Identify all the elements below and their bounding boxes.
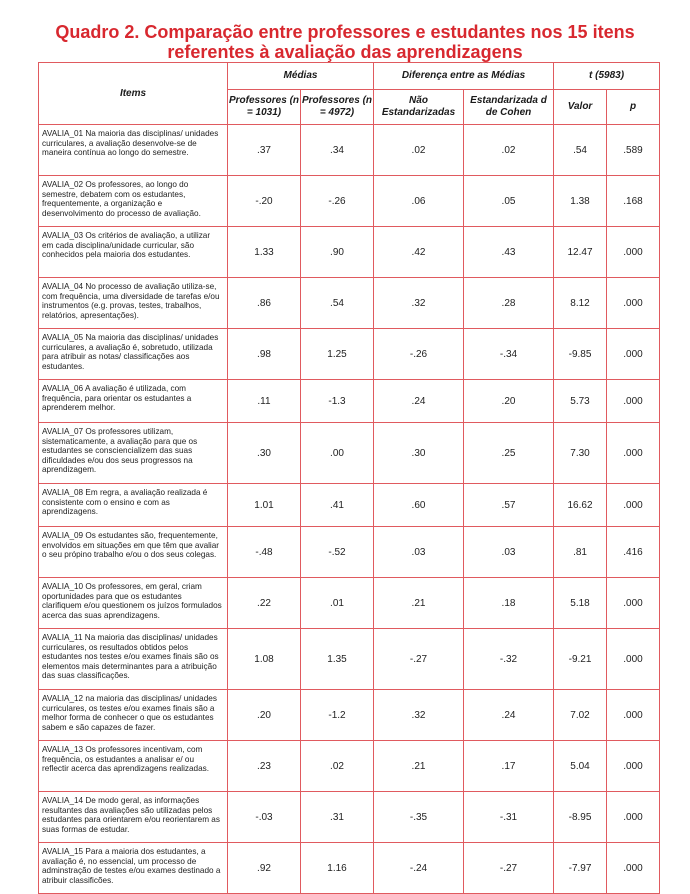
media-professores-1: 1.08 xyxy=(228,629,301,690)
header-valor: Valor xyxy=(554,90,607,125)
table-row xyxy=(39,578,660,629)
t-p: .000 xyxy=(607,484,660,527)
diff-nao-estandarizada: -.27 xyxy=(374,629,464,690)
item-text: AVALIA_01 Na maioria das disciplinas/ unidades curriculares, a avaliação desenvolve-se de maneira contínua ao longo do semestre. xyxy=(39,125,228,176)
t-p: .416 xyxy=(607,527,660,578)
t-p: .000 xyxy=(607,843,660,894)
table-row xyxy=(39,329,660,380)
header-professores-2: Professores (n = 4972) xyxy=(301,90,374,125)
table-row xyxy=(39,125,660,176)
media-professores-2: -.52 xyxy=(301,527,374,578)
item-text: AVALIA_05 Na maioria das disciplinas/ unidades curriculares, a avaliação é, sobretudo, utilizada para atribuir as notas/ classificações aos estudantes. xyxy=(39,329,228,380)
t-p: .000 xyxy=(607,380,660,423)
diff-cohen-d: .24 xyxy=(464,690,554,741)
item-text: AVALIA_10 Os professores, em geral, criam oportunidades para que os estudantes clarifiquem e/ou questionem os juízos formulados acerca das suas aprendizagens. xyxy=(39,578,228,629)
media-professores-2: .34 xyxy=(301,125,374,176)
table-row xyxy=(39,380,660,423)
diff-nao-estandarizada: .21 xyxy=(374,578,464,629)
header-professores-1: Professores (n = 1031) xyxy=(228,90,301,125)
diff-nao-estandarizada: .24 xyxy=(374,380,464,423)
item-text: AVALIA_04 No processo de avaliação utiliza-se, com frequência, uma diversidade de tarefas e/ou instrumentos (e.g. provas, testes, trabalhos, relatórios, apresentações). xyxy=(39,278,228,329)
t-valor: 8.12 xyxy=(554,278,607,329)
table-row xyxy=(39,423,660,484)
t-p: .000 xyxy=(607,423,660,484)
media-professores-1: -.48 xyxy=(228,527,301,578)
media-professores-1: .98 xyxy=(228,329,301,380)
table-title-line-1: Quadro 2. Comparação entre professores e estudantes nos 15 itens xyxy=(55,22,635,42)
media-professores-2: 1.25 xyxy=(301,329,374,380)
table-row xyxy=(39,792,660,843)
media-professores-2: .31 xyxy=(301,792,374,843)
table-container xyxy=(38,62,659,894)
item-text: AVALIA_03 Os critérios de avaliação, a utilizar em cada disciplina/unidade curricular, são conhecidos pela maioria dos estudantes. xyxy=(39,227,228,278)
t-p: .000 xyxy=(607,690,660,741)
item-text: AVALIA_14 De modo geral, as informações resultantes das avaliações são utilizadas pelos estudantes para orientarem e/ou reorientarem as suas formas de estudar. xyxy=(39,792,228,843)
media-professores-2: -1.2 xyxy=(301,690,374,741)
t-valor: 7.30 xyxy=(554,423,607,484)
diff-cohen-d: -.31 xyxy=(464,792,554,843)
item-text: AVALIA_11 Na maioria das disciplinas/ unidades curriculares, os resultados obtidos pelos estudantes nos testes e/ou exames finais são os elementos mais determinantes para a atribuição das suas classificações. xyxy=(39,629,228,690)
header-diferenca: Diferença entre as Médias xyxy=(374,63,554,90)
diff-cohen-d: -.34 xyxy=(464,329,554,380)
t-valor: -8.95 xyxy=(554,792,607,843)
table-row xyxy=(39,843,660,894)
media-professores-1: .11 xyxy=(228,380,301,423)
media-professores-2: 1.35 xyxy=(301,629,374,690)
media-professores-1: 1.33 xyxy=(228,227,301,278)
t-valor: 1.38 xyxy=(554,176,607,227)
comparison-table xyxy=(38,62,660,894)
t-p: .000 xyxy=(607,227,660,278)
media-professores-2: .41 xyxy=(301,484,374,527)
t-valor: .81 xyxy=(554,527,607,578)
diff-cohen-d: .43 xyxy=(464,227,554,278)
table-row xyxy=(39,227,660,278)
diff-nao-estandarizada: -.24 xyxy=(374,843,464,894)
diff-cohen-d: .28 xyxy=(464,278,554,329)
table-title xyxy=(0,22,690,62)
diff-cohen-d: -.32 xyxy=(464,629,554,690)
t-p: .589 xyxy=(607,125,660,176)
item-text: AVALIA_02 Os professores, ao longo do semestre, debatem com os estudantes, frequentemente, a organização e desenvolvimento do processo de avaliação. xyxy=(39,176,228,227)
header-medias: Médias xyxy=(228,63,374,90)
table-row xyxy=(39,690,660,741)
table-row xyxy=(39,741,660,792)
t-p: .000 xyxy=(607,578,660,629)
item-text: AVALIA_08 Em regra, a avaliação realizada é consistente com o ensino e com as aprendizagens. xyxy=(39,484,228,527)
t-valor: 5.73 xyxy=(554,380,607,423)
t-valor: -7.97 xyxy=(554,843,607,894)
diff-cohen-d: .25 xyxy=(464,423,554,484)
diff-nao-estandarizada: .03 xyxy=(374,527,464,578)
table-row xyxy=(39,629,660,690)
table-row xyxy=(39,278,660,329)
media-professores-2: 1.16 xyxy=(301,843,374,894)
media-professores-1: .37 xyxy=(228,125,301,176)
media-professores-2: .90 xyxy=(301,227,374,278)
header-t: t (5983) xyxy=(554,63,660,90)
diff-cohen-d: .02 xyxy=(464,125,554,176)
media-professores-2: .54 xyxy=(301,278,374,329)
media-professores-1: .20 xyxy=(228,690,301,741)
media-professores-2: .01 xyxy=(301,578,374,629)
diff-cohen-d: .03 xyxy=(464,527,554,578)
table-row xyxy=(39,176,660,227)
t-valor: 12.47 xyxy=(554,227,607,278)
diff-cohen-d: .57 xyxy=(464,484,554,527)
media-professores-1: -.20 xyxy=(228,176,301,227)
diff-cohen-d: .18 xyxy=(464,578,554,629)
header-p: p xyxy=(607,90,660,125)
t-valor: 7.02 xyxy=(554,690,607,741)
t-p: .000 xyxy=(607,792,660,843)
diff-nao-estandarizada: .60 xyxy=(374,484,464,527)
table-title-line-2: referentes à avaliação das aprendizagens xyxy=(167,42,523,62)
media-professores-1: .86 xyxy=(228,278,301,329)
t-p: .000 xyxy=(607,629,660,690)
item-text: AVALIA_15 Para a maioria dos estudantes, a avaliação é, no essencial, um processo de adminstração de testes e/ou exames destinado a atribuir classificões. xyxy=(39,843,228,894)
table-row xyxy=(39,484,660,527)
t-valor: -9.85 xyxy=(554,329,607,380)
item-text: AVALIA_12 na maioria das disciplinas/ unidades curriculares, os testes e/ou exames finais são a melhor forma de conhecer o que os estudantes sabem e são capazes de fazer. xyxy=(39,690,228,741)
diff-nao-estandarizada: .42 xyxy=(374,227,464,278)
media-professores-2: .02 xyxy=(301,741,374,792)
t-valor: 16.62 xyxy=(554,484,607,527)
item-text: AVALIA_13 Os professores incentivam, com frequência, os estudantes a analisar e/ ou reflectir acerca das aprendizagens realizadas. xyxy=(39,741,228,792)
t-p: .168 xyxy=(607,176,660,227)
item-text: AVALIA_06 A avaliação é utilizada, com frequência, para orientar os estudantes a aprenderem melhor. xyxy=(39,380,228,423)
header-nao-estandarizadas: Não Estandarizadas xyxy=(374,90,464,125)
diff-nao-estandarizada: .02 xyxy=(374,125,464,176)
t-p: .000 xyxy=(607,329,660,380)
media-professores-2: .00 xyxy=(301,423,374,484)
diff-cohen-d: .17 xyxy=(464,741,554,792)
diff-nao-estandarizada: .30 xyxy=(374,423,464,484)
media-professores-1: .30 xyxy=(228,423,301,484)
diff-nao-estandarizada: .21 xyxy=(374,741,464,792)
t-valor: .54 xyxy=(554,125,607,176)
diff-cohen-d: -.27 xyxy=(464,843,554,894)
item-text: AVALIA_09 Os estudantes são, frequentemente, envolvidos em situações em que têm que avaliar o seu própino trabalho e/ou o dos seus colegas. xyxy=(39,527,228,578)
diff-cohen-d: .20 xyxy=(464,380,554,423)
media-professores-1: -.03 xyxy=(228,792,301,843)
t-p: .000 xyxy=(607,278,660,329)
table-row xyxy=(39,527,660,578)
diff-nao-estandarizada: .32 xyxy=(374,278,464,329)
media-professores-1: .22 xyxy=(228,578,301,629)
diff-cohen-d: .05 xyxy=(464,176,554,227)
diff-nao-estandarizada: .32 xyxy=(374,690,464,741)
media-professores-1: .23 xyxy=(228,741,301,792)
header-items: Items xyxy=(39,63,228,125)
diff-nao-estandarizada: -.26 xyxy=(374,329,464,380)
media-professores-1: 1.01 xyxy=(228,484,301,527)
t-valor: -9.21 xyxy=(554,629,607,690)
media-professores-2: -.26 xyxy=(301,176,374,227)
diff-nao-estandarizada: .06 xyxy=(374,176,464,227)
t-valor: 5.04 xyxy=(554,741,607,792)
media-professores-1: .92 xyxy=(228,843,301,894)
item-text: AVALIA_07 Os professores utilizam, sistematicamente, a avaliação para que os estudantes se consciencializem das suas dificuldades e/ou dos seus progressos na aprendizagem. xyxy=(39,423,228,484)
header-estandarizada: Estandarizada d de Cohen xyxy=(464,90,554,125)
diff-nao-estandarizada: -.35 xyxy=(374,792,464,843)
t-p: .000 xyxy=(607,741,660,792)
t-valor: 5.18 xyxy=(554,578,607,629)
media-professores-2: -1.3 xyxy=(301,380,374,423)
